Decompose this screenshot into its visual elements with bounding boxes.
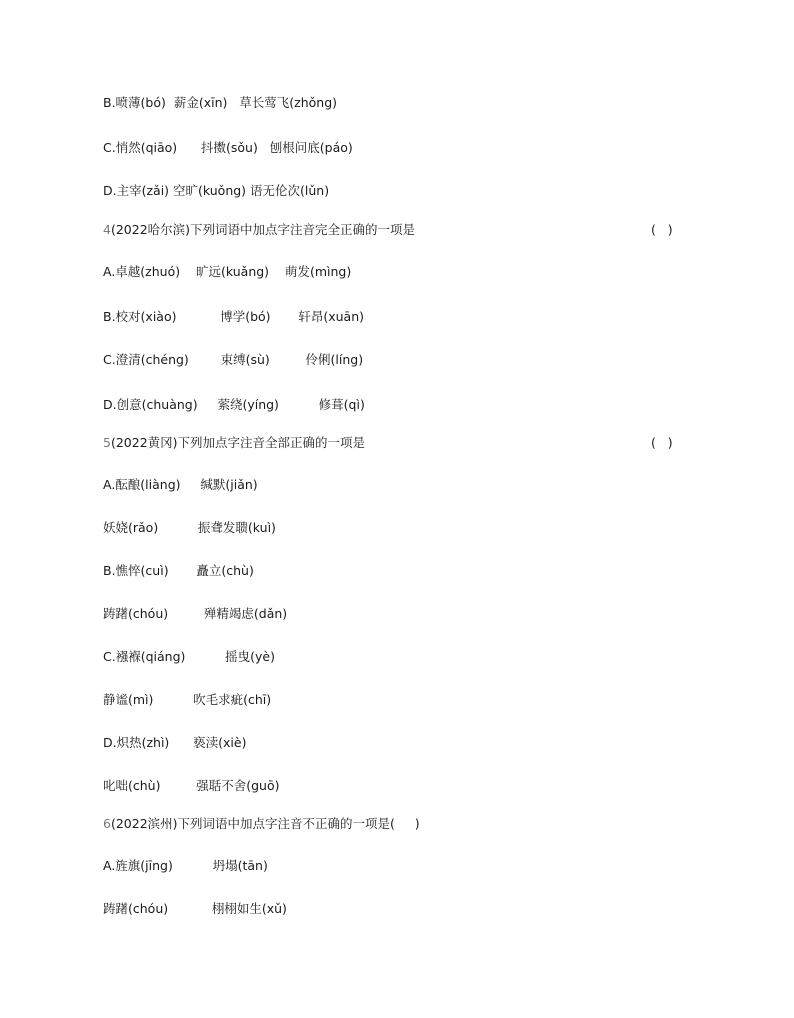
q4-answer-paren: ( ) bbox=[651, 222, 673, 237]
q5-option-a-line2: 妖娆(rǎo) 振聋发聩(kuì) bbox=[103, 520, 276, 535]
q6-stem bbox=[103, 816, 420, 832]
q3-option-b: B.喷薄(bó) 薪金(xīn) 草长莺飞(zhǒng) bbox=[103, 95, 338, 110]
q5-stem-text: (2022黄冈)下列加点字注音全部正确的一项是 bbox=[110, 435, 366, 450]
q4-stem bbox=[103, 222, 415, 238]
q3-option-d: D.主宰(zǎi) 空旷(kuǒng) 语无伦次(lǔn) bbox=[103, 183, 330, 198]
q5-option-b-line1: B.憔悴(cuì) 矗立(chù) bbox=[103, 563, 254, 578]
q5-option-c-line2: 静谧(mì) 吹毛求疵(chī) bbox=[103, 692, 272, 707]
q4-option-b: B.校对(xiào) 博学(bó) 轩昂(xuān) bbox=[103, 309, 364, 324]
q3-option-c: C.悄然(qiāo) 抖擞(sǒu) 刨根问底(páo) bbox=[103, 140, 353, 155]
q4-option-c: C.澄清(chéng) 束缚(sù) 伶俐(líng) bbox=[103, 352, 364, 367]
q5-option-a-line1: A.酝酿(liàng) 缄默(jiǎn) bbox=[103, 477, 258, 492]
q5-option-b-line2: 踌躇(chóu) 殚精竭虑(dǎn) bbox=[103, 606, 288, 621]
q6-number: 6 bbox=[103, 816, 111, 831]
q4-stem-text: (2022哈尔滨)下列词语中加点字注音完全正确的一项是 bbox=[110, 222, 416, 237]
q5-number: 5 bbox=[103, 435, 111, 450]
q5-option-c-line1: C.襁褓(qiáng) 摇曳(yè) bbox=[103, 649, 275, 664]
q5-answer-paren: ( ) bbox=[651, 435, 673, 450]
q5-stem bbox=[103, 435, 365, 451]
q5-option-d-line1: D.炽热(zhì) 亵渎(xiè) bbox=[103, 735, 247, 750]
q6-option-a-line1: A.旌旗(jīng) 坍塌(tān) bbox=[103, 858, 268, 873]
q6-option-a-line2: 踌躇(chóu) 栩栩如生(xǔ) bbox=[103, 901, 287, 916]
q4-option-a: A.卓越(zhuó) 旷远(kuǎng) 萌发(mìng) bbox=[103, 264, 352, 279]
q6-stem-text: (2022滨州)下列词语中加点字注音不正确的一项是( ) bbox=[110, 816, 420, 831]
q4-option-d: D.创意(chuàng) 萦绕(yíng) 修葺(qì) bbox=[103, 397, 365, 412]
q4-number: 4 bbox=[103, 222, 111, 237]
q5-option-d-line2: 叱咄(chù) 强聒不舍(guō) bbox=[103, 778, 280, 793]
